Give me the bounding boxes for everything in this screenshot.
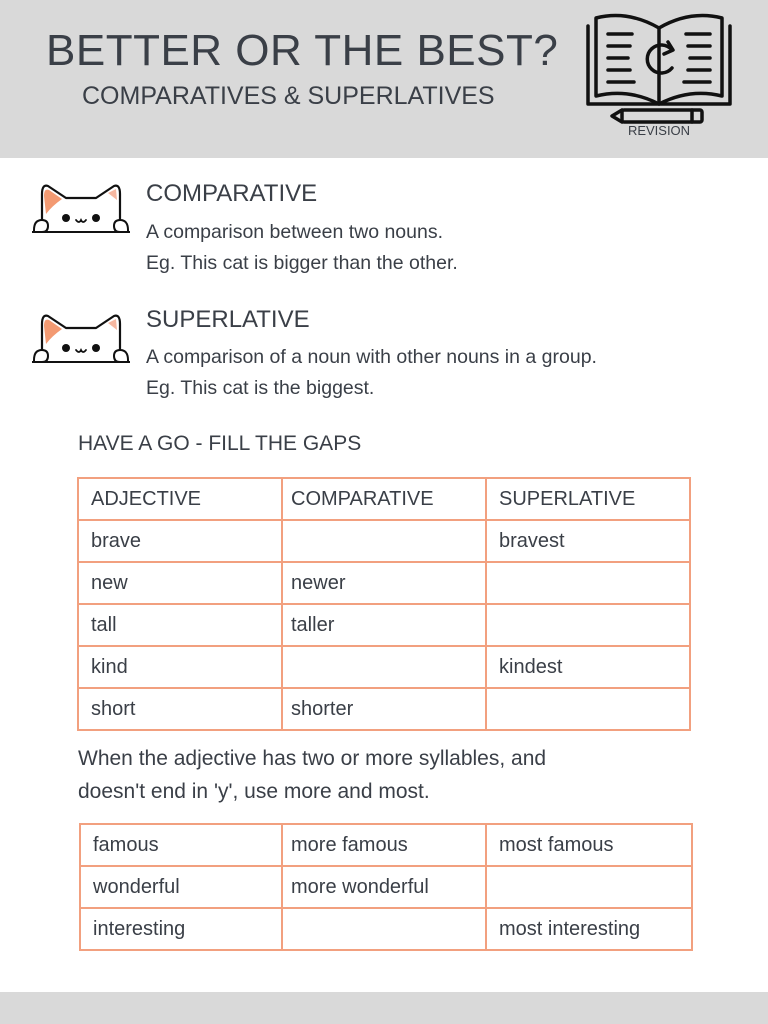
gap-cell[interactable] (282, 646, 486, 688)
table-cell: short (78, 688, 282, 730)
revision-label: REVISION (627, 123, 691, 138)
footer-bar (0, 992, 768, 1024)
table-row (78, 646, 690, 688)
table-cell: more famous (282, 824, 486, 866)
table-header-row (78, 478, 690, 520)
gap-cell[interactable] (486, 688, 690, 730)
comparative-example: Eg. This cat is bigger than the other. (146, 252, 458, 274)
table-cell: famous (80, 824, 282, 866)
table-row (78, 562, 690, 604)
table-cell: tall (78, 604, 282, 646)
cat-peeking-icon (32, 180, 130, 234)
gap-cell[interactable] (282, 908, 486, 950)
gap-cell[interactable] (486, 562, 690, 604)
table-cell: kindest (486, 646, 690, 688)
table-cell: more wonderful (282, 866, 486, 908)
activity-heading: HAVE A GO - FILL THE GAPS (78, 432, 362, 455)
fill-gaps-table (77, 477, 691, 731)
table-cell: interesting (80, 908, 282, 950)
table-row (78, 520, 690, 562)
book-revision-icon (584, 12, 734, 124)
column-header: SUPERLATIVE (486, 478, 690, 520)
column-header: COMPARATIVE (282, 478, 486, 520)
table-cell: most famous (486, 824, 692, 866)
table-row (80, 824, 692, 866)
page-subtitle: COMPARATIVES & SUPERLATIVES (82, 82, 495, 110)
column-header: ADJECTIVE (78, 478, 282, 520)
table-cell: new (78, 562, 282, 604)
superlative-heading: SUPERLATIVE (146, 306, 310, 333)
comparative-heading: COMPARATIVE (146, 180, 318, 207)
rule-line-1: When the adjective has two or more syllables, and (78, 747, 547, 770)
gap-cell[interactable] (486, 866, 692, 908)
more-most-table (79, 823, 693, 951)
table-cell: kind (78, 646, 282, 688)
header-banner (0, 0, 768, 158)
superlative-definition: A comparison of a noun with other nouns in a group. (146, 346, 597, 368)
syllable-rule-note (78, 742, 698, 808)
rule-line-2: doesn't end in 'y', use more and most. (78, 780, 430, 803)
table-cell: newer (282, 562, 486, 604)
table-cell: wonderful (80, 866, 282, 908)
table-cell: taller (282, 604, 486, 646)
page-title: BETTER OR THE BEST? (46, 26, 559, 75)
table-row (80, 908, 692, 950)
table-row (78, 688, 690, 730)
table-row (80, 866, 692, 908)
table-cell: shorter (282, 688, 486, 730)
table-cell: brave (78, 520, 282, 562)
gap-cell[interactable] (486, 604, 690, 646)
table-cell: most interesting (486, 908, 692, 950)
cat-peeking-icon (32, 310, 130, 364)
gap-cell[interactable] (282, 520, 486, 562)
table-cell: bravest (486, 520, 690, 562)
comparative-definition: A comparison between two nouns. (146, 221, 444, 243)
table-row (78, 604, 690, 646)
superlative-example: Eg. This cat is the biggest. (146, 377, 375, 399)
